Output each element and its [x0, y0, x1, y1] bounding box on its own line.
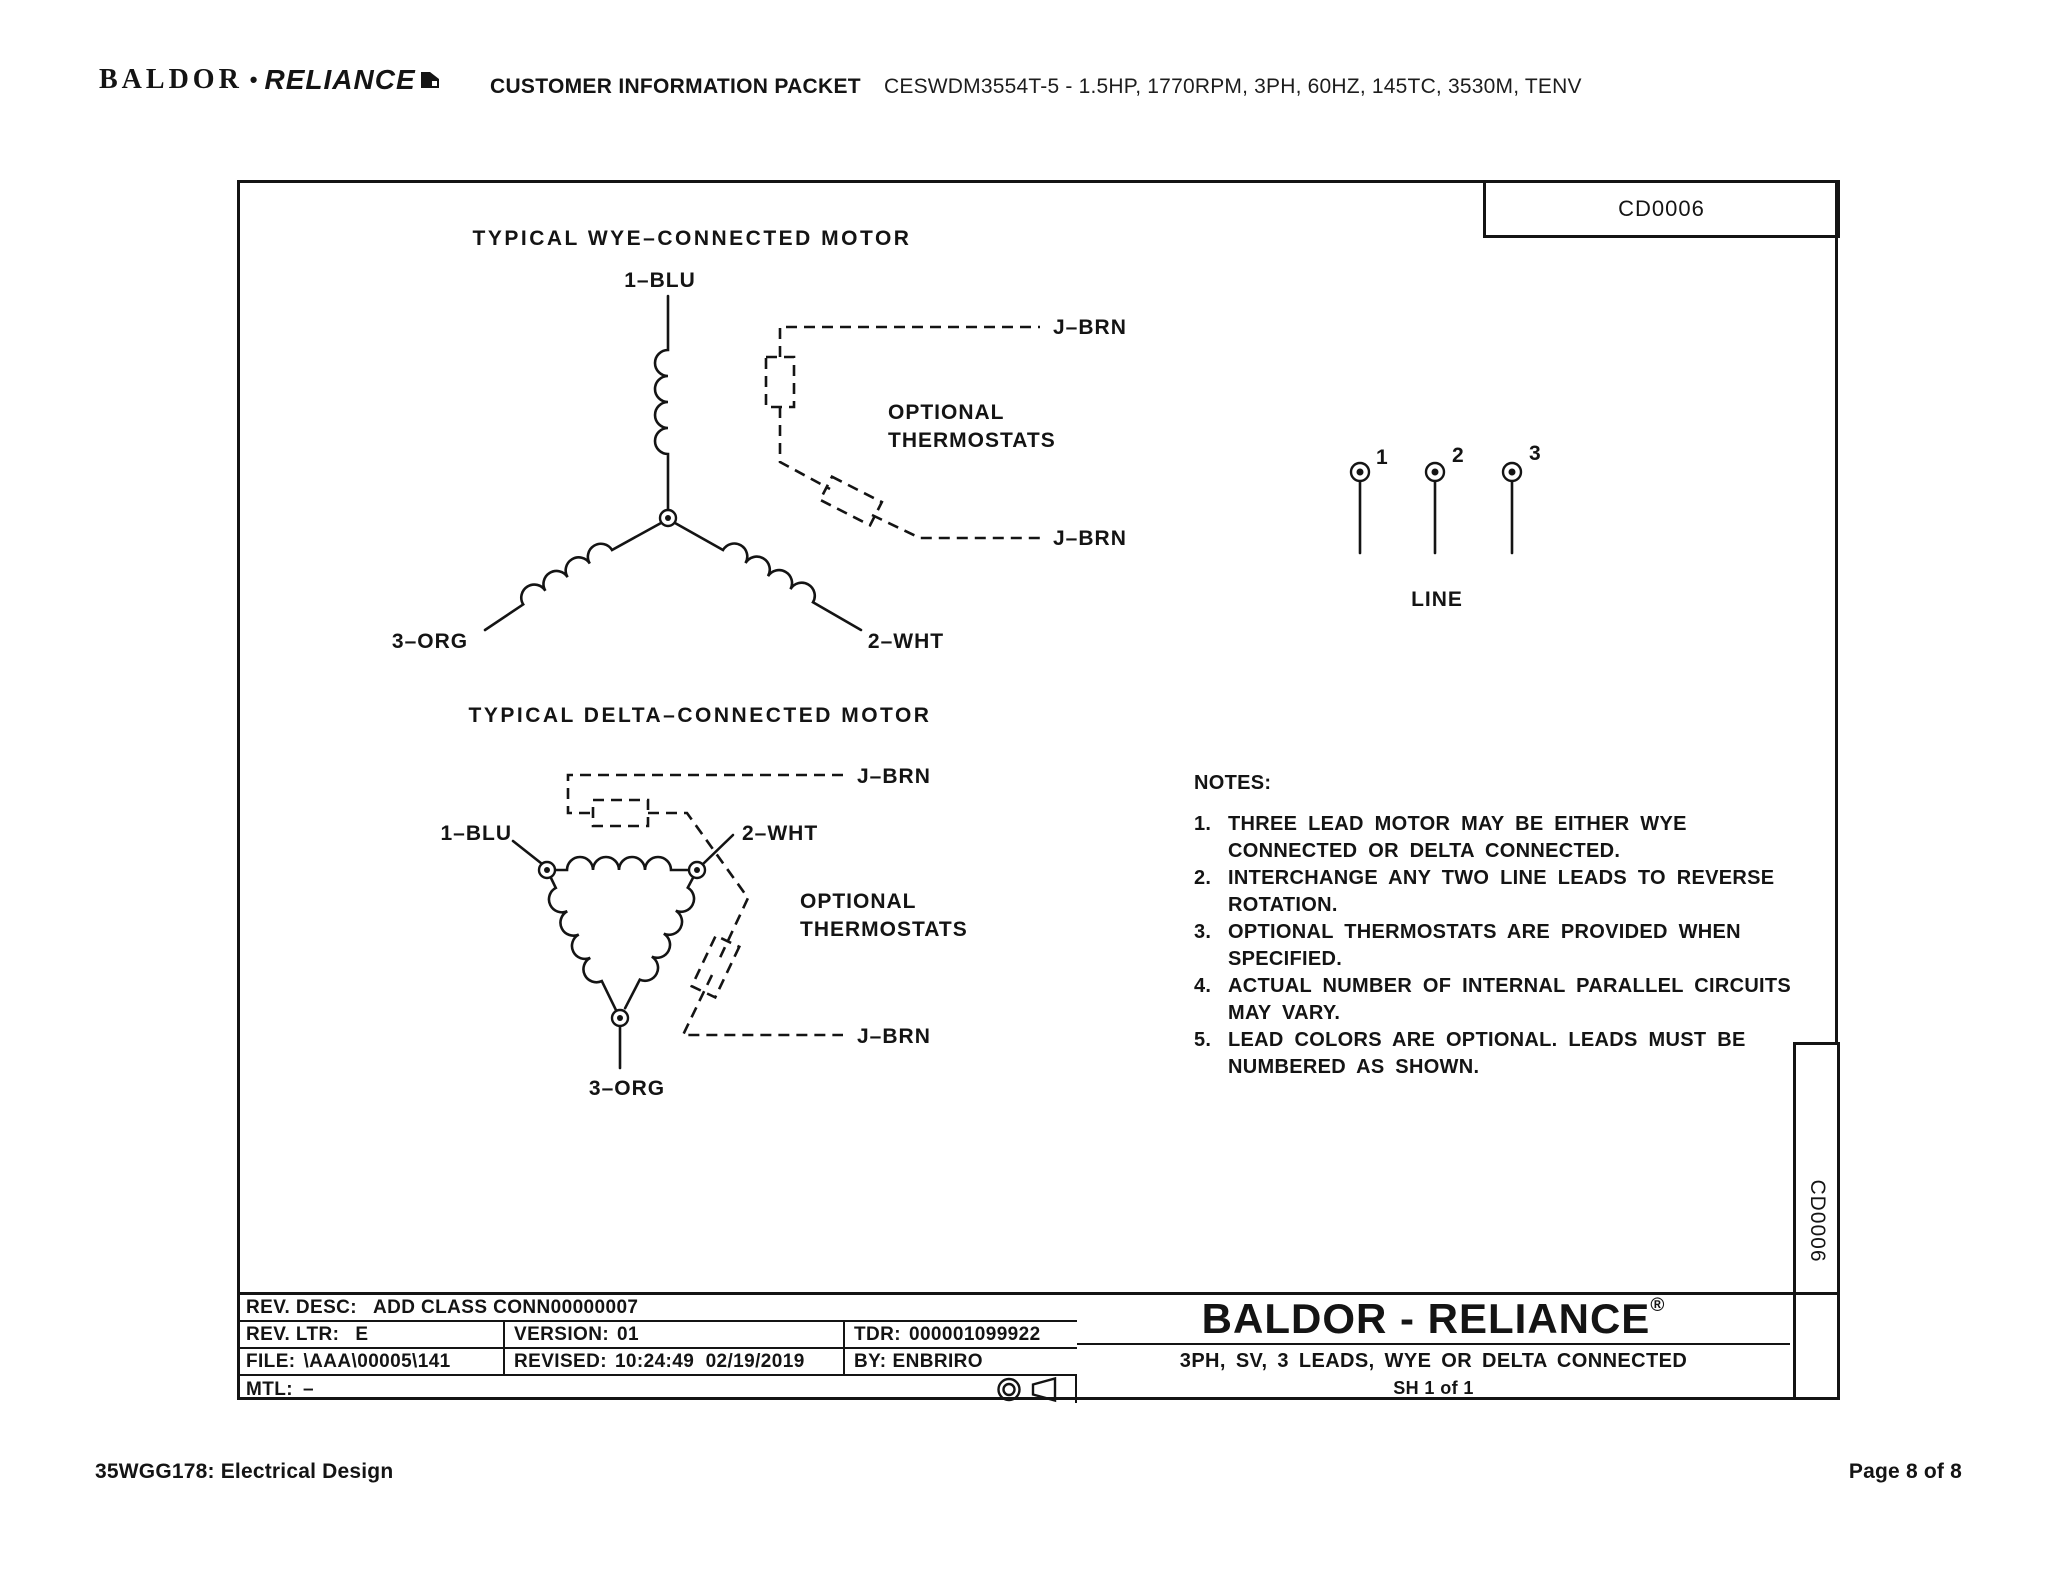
wye-thermostat-lead-bottom: [872, 515, 1040, 538]
note-item-3: [1194, 919, 1806, 973]
delta-optional-label-line1: OPTIONAL: [800, 890, 917, 913]
note-4-line2: MAY VARY.: [1228, 1002, 1341, 1024]
logo-reliance-text: RELIANCE: [264, 64, 416, 95]
delta-node-1-dot: [544, 867, 550, 873]
wye-lead1-label: 1–BLU: [624, 269, 696, 292]
delta-winding-left: [549, 878, 616, 1010]
line-terminals: [1351, 442, 1542, 611]
wye-title: TYPICAL WYE–CONNECTED MOTOR: [472, 227, 912, 250]
line-terminal-1-dot: [1357, 469, 1364, 476]
line-terminal-2-label: 2: [1452, 444, 1465, 467]
note-item-1: [1194, 811, 1806, 865]
notes-heading: NOTES:: [1194, 772, 1272, 794]
tdr-cell: [845, 1322, 1077, 1349]
wye-jbrn-top-label: J–BRN: [1053, 316, 1127, 339]
title-block: [237, 1292, 1838, 1400]
note-3-line2: SPECIFIED.: [1228, 948, 1343, 970]
tdr-label: TDR:: [854, 1323, 901, 1345]
rev-ltr-value: E: [355, 1323, 369, 1345]
wye-optional-label-line1: OPTIONAL: [888, 401, 1005, 424]
rev-desc-cell: [237, 1295, 1077, 1322]
note-4-text: [1228, 973, 1806, 1027]
revised-cell: [505, 1349, 845, 1376]
file-value: \AAA\00005\141: [303, 1350, 451, 1372]
note-item-4: [1194, 973, 1806, 1027]
wye-winding-right: [675, 523, 861, 630]
packet-title: CUSTOMER INFORMATION PACKET: [490, 75, 861, 98]
note-5-text: [1228, 1027, 1806, 1081]
note-2-line2: ROTATION.: [1228, 894, 1338, 916]
delta-thermostat-lead-bottom: [683, 975, 843, 1035]
rev-desc-value: ADD CLASS CONN00000007: [373, 1296, 639, 1318]
delta-title: TYPICAL DELTA–CONNECTED MOTOR: [468, 704, 932, 727]
footer-page-number: Page 8 of 8: [1848, 1460, 1962, 1483]
file-cell: [237, 1349, 505, 1376]
rev-ltr-label: REV. LTR:: [246, 1323, 340, 1345]
logo-dot: •: [249, 67, 258, 92]
company-cell: [1077, 1295, 1790, 1345]
line-label: LINE: [1411, 588, 1463, 611]
version-cell: [505, 1322, 845, 1349]
note-5-number: 5.: [1194, 1029, 1212, 1051]
mtl-cell: [237, 1376, 1077, 1403]
wye-winding-top: [655, 296, 668, 509]
note-2-text: [1228, 865, 1806, 919]
wye-thermostat-link: [780, 407, 830, 489]
notes-section: [1194, 770, 1806, 1081]
drawing-code: CD0006: [1618, 196, 1705, 221]
version-value: 01: [617, 1323, 639, 1345]
rev-ltr-cell: [237, 1322, 505, 1349]
wye-winding-left: [485, 523, 661, 630]
line-terminal-3-label: 3: [1529, 442, 1542, 465]
rev-desc-label: REV. DESC:: [246, 1296, 357, 1318]
note-4-number: 4.: [1194, 975, 1212, 997]
by-value: ENBRIRO: [892, 1350, 983, 1372]
note-item-2: [1194, 865, 1806, 919]
delta-thermostat-lead-top: [568, 775, 843, 813]
model-spec-line: CESWDM3554T-5 - 1.5HP, 1770RPM, 3PH, 60HZ, 145TC, 3530M, TENV: [884, 75, 1582, 98]
tdr-value: 000001099922: [908, 1323, 1041, 1345]
company-name-text: BALDOR - RELIANCE: [1201, 1295, 1651, 1342]
logo-baldor-text: BALDOR: [99, 64, 243, 95]
wye-lead3-label: 3–ORG: [391, 630, 469, 653]
delta-lead1-wire: [513, 841, 542, 864]
registered-trademark-symbol: ®: [1650, 1295, 1666, 1316]
revised-label: REVISED:: [514, 1350, 607, 1372]
wye-lead2-label: 2–WHT: [867, 630, 945, 653]
delta-jbrn-bottom-label: J–BRN: [857, 1025, 931, 1048]
drawing-code-vertical: CD0006: [1805, 1179, 1829, 1263]
note-1-number: 1.: [1194, 813, 1212, 835]
revised-value: 10:24:49 02/19/2019: [614, 1350, 805, 1372]
note-3-line1: OPTIONAL THERMOSTATS ARE PROVIDED WHEN: [1228, 921, 1741, 943]
delta-optional-label-line2: THERMOSTATS: [800, 918, 968, 941]
note-1-line2: CONNECTED OR DELTA CONNECTED.: [1228, 840, 1621, 862]
sheet-number: SH 1 of 1: [1393, 1378, 1474, 1398]
delta-lead2-label: 2–WHT: [742, 822, 819, 845]
note-4-line1: ACTUAL NUMBER OF INTERNAL PARALLEL CIRCUITS: [1228, 975, 1792, 997]
delta-jbrn-top-label: J–BRN: [857, 765, 931, 788]
delta-thermostat-2: [692, 936, 740, 998]
delta-node-2-dot: [694, 867, 700, 873]
note-3-number: 3.: [1194, 921, 1212, 943]
wye-diagram: [392, 227, 1127, 653]
wye-optional-label-line2: THERMOSTATS: [888, 429, 1056, 452]
wye-thermostat-1: [766, 357, 794, 407]
drawing-subtitle: 3PH, SV, 3 LEADS, WYE OR DELTA CONNECTED: [1179, 1350, 1688, 1372]
mtl-label: MTL:: [246, 1378, 293, 1400]
note-item-5: [1194, 1027, 1806, 1081]
wye-jbrn-bottom-label: J–BRN: [1053, 527, 1127, 550]
mtl-value: –: [302, 1378, 314, 1400]
note-1-text: [1228, 811, 1806, 865]
by-label: BY:: [854, 1350, 887, 1372]
wye-star-node-dot: [665, 515, 671, 521]
note-1-line1: THREE LEAD MOTOR MAY BE EITHER WYE: [1228, 813, 1687, 835]
sheet-number-cell: [1077, 1378, 1790, 1403]
delta-thermostat-1: [593, 800, 648, 826]
projection-symbol-icon: [993, 1376, 1063, 1403]
line-terminal-3-dot: [1509, 469, 1516, 476]
note-3-text: [1228, 919, 1806, 973]
file-label: FILE:: [246, 1350, 296, 1372]
delta-diagram: [440, 704, 967, 1100]
delta-winding-top: [555, 857, 689, 870]
line-terminal-2-dot: [1432, 469, 1439, 476]
wye-thermostat-lead-top: [780, 327, 1040, 357]
drawing-subtitle-cell: [1077, 1345, 1790, 1378]
line-terminal-1-label: 1: [1376, 446, 1389, 469]
footer-document-id: 35WGG178: Electrical Design: [95, 1460, 394, 1483]
note-5-line2: NUMBERED AS SHOWN.: [1228, 1056, 1480, 1078]
company-name: [1202, 1295, 1666, 1343]
by-cell: [845, 1349, 1077, 1376]
version-label: VERSION:: [514, 1323, 610, 1345]
delta-winding-right: [625, 878, 694, 1008]
note-2-number: 2.: [1194, 867, 1212, 889]
delta-lead1-label: 1–BLU: [440, 822, 512, 845]
note-5-line1: LEAD COLORS ARE OPTIONAL. LEADS MUST BE: [1228, 1029, 1746, 1051]
note-2-line1: INTERCHANGE ANY TWO LINE LEADS TO REVERSE: [1228, 867, 1775, 889]
delta-node-3-dot: [617, 1015, 623, 1021]
wye-thermostat-2: [820, 477, 882, 526]
delta-lead3-label: 3–ORG: [588, 1077, 666, 1100]
